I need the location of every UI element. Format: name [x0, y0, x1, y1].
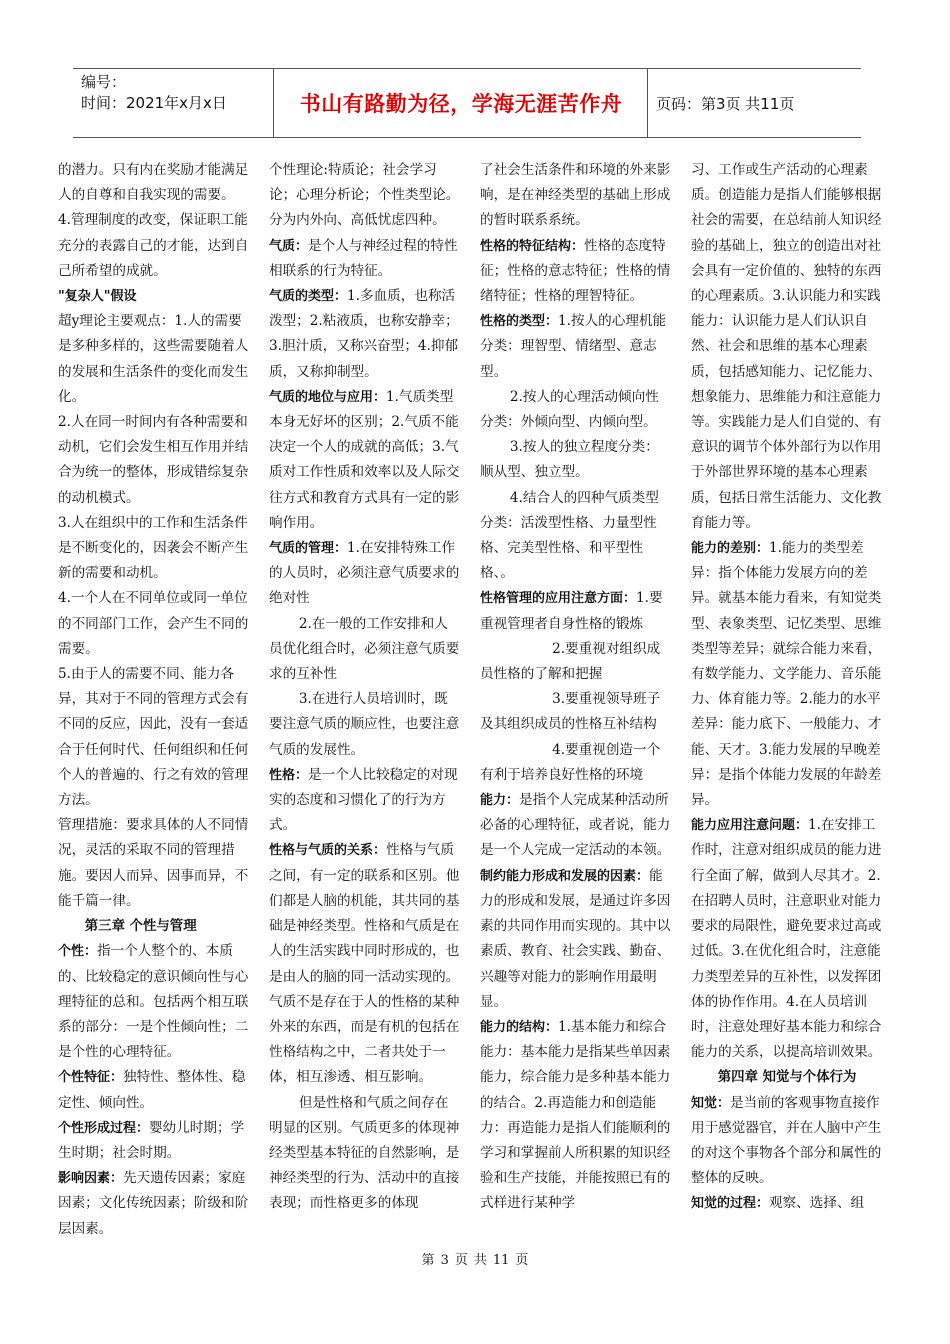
definition-paragraph [58, 284, 250, 309]
definition-paragraph [269, 763, 461, 839]
body-paragraph: 2.要重视对组织成员性格的了解和把握 [480, 640, 661, 683]
term-label: 个性特征： [58, 1070, 124, 1086]
definition-paragraph [691, 536, 883, 813]
definition-paragraph [58, 1065, 250, 1115]
definition-paragraph [58, 1116, 250, 1166]
definition-paragraph [269, 838, 461, 1090]
footer-text: 页 [515, 1253, 529, 1268]
header-page-label: 页码：第3页 共11页 [656, 94, 795, 113]
term-label: "复杂人"假设 [58, 289, 137, 305]
body-paragraph: 3.要重视领导班子及其组织成员的性格互补结构 [480, 691, 661, 733]
term-body: 先天遗传因素；家庭因素；文化传统因素；阶级和阶层因素。 [58, 1170, 249, 1237]
term-body: 是指个人完成某种活动所必备的心理特征，或者说，能力是一个人完成一定活动的本领。 [480, 792, 671, 859]
footer-text: 共 [473, 1253, 487, 1268]
definition-paragraph [480, 586, 672, 636]
definition-paragraph [691, 813, 883, 1065]
definition-paragraph [480, 788, 672, 864]
term-label: 性格的类型： [480, 314, 559, 330]
definition-paragraph [480, 234, 672, 310]
header-divider [647, 69, 648, 137]
term-label: 能力的结构： [480, 1019, 559, 1035]
term-body: 指一个人整个的、本质的、比较稳定的意识倾向性与心理特征的总和。包括两个相互联系的部分：一是个性倾向性；二是个性的心理特征。 [58, 943, 249, 1061]
body-paragraph: 了社会生活条件和环境的外来影响，是在神经类型的基础上形成的暂时联系系统。 [480, 162, 671, 229]
text-column-1 [58, 158, 250, 1242]
footer-text: 第 [421, 1253, 435, 1268]
footer-page-number: 3 [440, 1253, 449, 1268]
term-label: 能力的差别： [691, 541, 770, 557]
term-label: 气质的管理： [269, 541, 348, 557]
term-body: 性格与气质之间，有一定的联系和区别。他们都是人脑的机能，其共同的基础是神经类型。性格和气质是在人的生活实践中同时形成的，也是由人的脑的同一活动实现的。气质不是存在于人的性格的某种外来的东西，而是有机的包括在性格结构之中，二者共处于一体，相互渗透、相互影响。 [269, 842, 460, 1086]
body-paragraph: 个性理论:特质论；社会学习论；心理分析论；个性类型论。分为内外向、高低忧虑四种。 [269, 162, 460, 229]
text-column-3 [480, 158, 672, 1217]
definition-paragraph [269, 385, 461, 536]
term-label: 性格与气质的关系： [269, 843, 387, 859]
body-paragraph: 但是性格和气质之间存在明显的区别。气质更多的体现神经类型基本特征的自然影响，是神经类型的行为、活动中的直接表现；而性格更多的体现 [269, 1094, 460, 1212]
definition-paragraph [691, 1091, 883, 1192]
term-body: 是当前的客观事物直接作用于感觉器官，并在人脑中产生的对这个事物各个部分和属性的整体的反映。 [691, 1094, 882, 1187]
term-label: 能力应用注意问题： [691, 818, 809, 834]
term-body: 1.要重视管理者自身性格的锻炼 [480, 590, 663, 632]
chapter-heading: 第四章 知觉与个体行为 [717, 1070, 857, 1086]
term-label: 性格管理的应用注意方面： [480, 591, 637, 607]
footer-text: 页 [454, 1253, 468, 1268]
header-motto: 书山有路勤为径，学海无涯苦作舟 [299, 92, 623, 116]
term-body: 1.在安排特殊工作的人员时，必须注意气质要求的绝对性 [269, 540, 460, 607]
term-label: 个性： [58, 944, 98, 960]
term-body: 1.能力的类型差异：指个体能力发展方向的差异。就基本能力看来，有知觉类型、表象类型、记忆类型、思维类型等差异；就综合能力来看，有数学能力、文学能力、音乐能力、体育能力等。2.能力的水平差异：能力底下、一般能力、才能、天才。3.能力发展的早晚差异：是指个体能力发展的年龄差异。 [691, 540, 882, 809]
term-label: 知觉的过程： [691, 1196, 770, 1212]
definition-paragraph [691, 1191, 883, 1216]
term-body: 1.按人的心理机能分类：理智型、情绪型、意志型。 [480, 313, 667, 380]
chapter-heading: 第三章 个性与管理 [84, 919, 197, 935]
term-label: 制约能力形成和发展的因素： [480, 868, 650, 884]
definition-paragraph [480, 309, 672, 385]
term-body: 性格的态度特征；性格的意志特征；性格的情绪特征；性格的理智特征。 [480, 237, 671, 305]
term-label: 个性形成过程： [58, 1120, 150, 1136]
body-paragraph: 4.一个人在不同单位或同一单位的不同部门工作，会产生不同的需要。 [58, 590, 249, 657]
term-body: 是一个人比较稳定的对现实的态度和习惯化了的行为方式。 [269, 766, 458, 834]
body-paragraph: 5.由于人的需要不同、能力各异，其对于不同的管理方式会有不同的反应，因此，没有一套适合于任何时代、任何组织和任何个人的普遍的、行之有效的管理方法。 [58, 666, 249, 809]
time-label: 时间：2021年x月x日 [81, 94, 227, 112]
term-label: 影响因素： [58, 1171, 124, 1187]
term-body: 能力的形成和发展，是通过许多因素的共同作用而实现的。其中以素质、教育、社会实践、勤奋、兴趣等对能力的影响作用最明显。 [480, 867, 671, 1010]
header-meta [81, 72, 227, 114]
body-paragraph: 4.结合人的四种气质类型分类：活泼型性格、力量型性格、完美型性格、和平型性格、。 [480, 489, 659, 582]
body-paragraph: 2.在一般的工作安排和人员优化组合时，必须注意气质要求的互补性 [269, 615, 460, 683]
term-body: 1.基本能力和综合能力：基本能力是指某些单因素能力，综合能力是多种基本能力的结合。2.再造能力和创造能力：再造能力是指人们能顺利的学习和掌握前人所积累的知识经验和生产技能，并能按照已有的式样进行某种学 [480, 1018, 671, 1212]
page-header [73, 68, 861, 138]
text-column-2 [269, 158, 461, 1217]
term-body: 观察、选择、组 [769, 1195, 865, 1212]
body-paragraph: 3.在进行人员培训时，既要注意气质的顺应性，也要注意气质的发展性。 [269, 691, 460, 758]
term-body: 是个人与神经过程的特性相联系的行为特征。 [269, 237, 458, 279]
body-paragraph: 超y理论主要观点：1.人的需要是多种多样的，这些需要随着人的发展和生活条件的变化而发生化。 [58, 313, 249, 405]
term-label: 气质： [269, 238, 309, 254]
body-paragraph: 的潜力。只有内在奖励才能满足人的自尊和自我实现的需要。 [58, 162, 249, 204]
term-label: 气质的地位与应用： [269, 389, 387, 405]
definition-paragraph [269, 284, 461, 385]
term-body: 1.多血质，也称活泼型；2.粘液质，也称安静幸；3.胆汁质，又称兴奋型；4.抑郁质，又称抑制型。 [269, 288, 459, 380]
term-label: 性格： [269, 767, 309, 783]
definition-paragraph [58, 939, 250, 1065]
body-paragraph: 4.要重视创造一个有利于培养良好性格的环境 [480, 741, 661, 783]
term-body: 婴幼儿时期；学生时期；社会时期。 [58, 1119, 245, 1161]
header-divider [273, 69, 274, 137]
definition-paragraph [480, 1015, 672, 1217]
term-label: 气质的类型： [269, 289, 348, 305]
term-label: 性格的特征结构： [480, 238, 585, 254]
body-paragraph: 4.管理制度的改变，保证职工能充分的表露自己的才能，达到自己所希望的成就。 [58, 212, 249, 279]
term-body: 独特性、整体性、稳定性、倾向性。 [58, 1069, 246, 1111]
term-label: 能力： [480, 793, 520, 809]
body-paragraph: 3.按人的独立程度分类：顺从型、独立型。 [480, 439, 659, 481]
definition-paragraph [269, 536, 461, 612]
term-body: 1.在安排工作时，注意对组织成员的能力进行全面了解，做到人尽其才。2.在招聘人员时，注意职业对能力要求的局限性，避免要求过高或过低。3.在优化组合时，注意能力类型差异的互补性，以发挥团体的协作作用。4.在人员培训时，注意处理好基本能力和综合能力的关系，以提高培训效果。 [691, 817, 882, 1061]
page-footer [0, 1249, 950, 1268]
footer-total-pages: 11 [492, 1253, 510, 1268]
definition-paragraph [269, 234, 461, 284]
term-label: 知觉： [691, 1095, 731, 1111]
number-label: 编号： [81, 73, 127, 91]
definition-paragraph [58, 1166, 250, 1242]
term-body: 1.气质类型本身无好坏的区别；2.气质不能决定一个人的成就的高低；3.气质对工作性质和效率以及人际交往方式和教育方式具有一定的影响作用。 [269, 388, 460, 531]
text-column-4 [691, 158, 883, 1217]
body-paragraph: 习、工作或生产活动的心理素质。创造能力是指人们能够根据社会的需要，在总结前人知识经验的基础上，独立的创造出对社会具有一定价值的、独特的东西的心理素质。3.认识能力和实践能力：认识能力是人们认识自然、社会和思维的基本心理素质，包括感知能力、记忆能力、想象能力、思维能力和注意能力等。实践能力是人们自觉的、有意识的调节个体外部行为以作用于外部世界环境的基本心理素质，包括日常生活能力、文化教育能力等。 [691, 162, 882, 531]
body-paragraph: 2.按人的心理活动倾向性分类：外倾向型、内倾向型。 [480, 388, 659, 431]
body-paragraph: 管理措施：要求具体的人不同情况，灵活的采取不同的管理措施。要因人而异、因事而异，不能千篇一律。 [58, 817, 249, 909]
definition-paragraph [480, 864, 672, 1015]
body-paragraph: 2.人在同一时间内有各种需要和动机，它们会发生相互作用并结合为统一的整体，形成错综复杂的动机模式。 [58, 414, 249, 506]
body-paragraph: 3.人在组织中的工作和生活条件是不断变化的，因袭会不断产生新的需要和动机。 [58, 514, 249, 582]
